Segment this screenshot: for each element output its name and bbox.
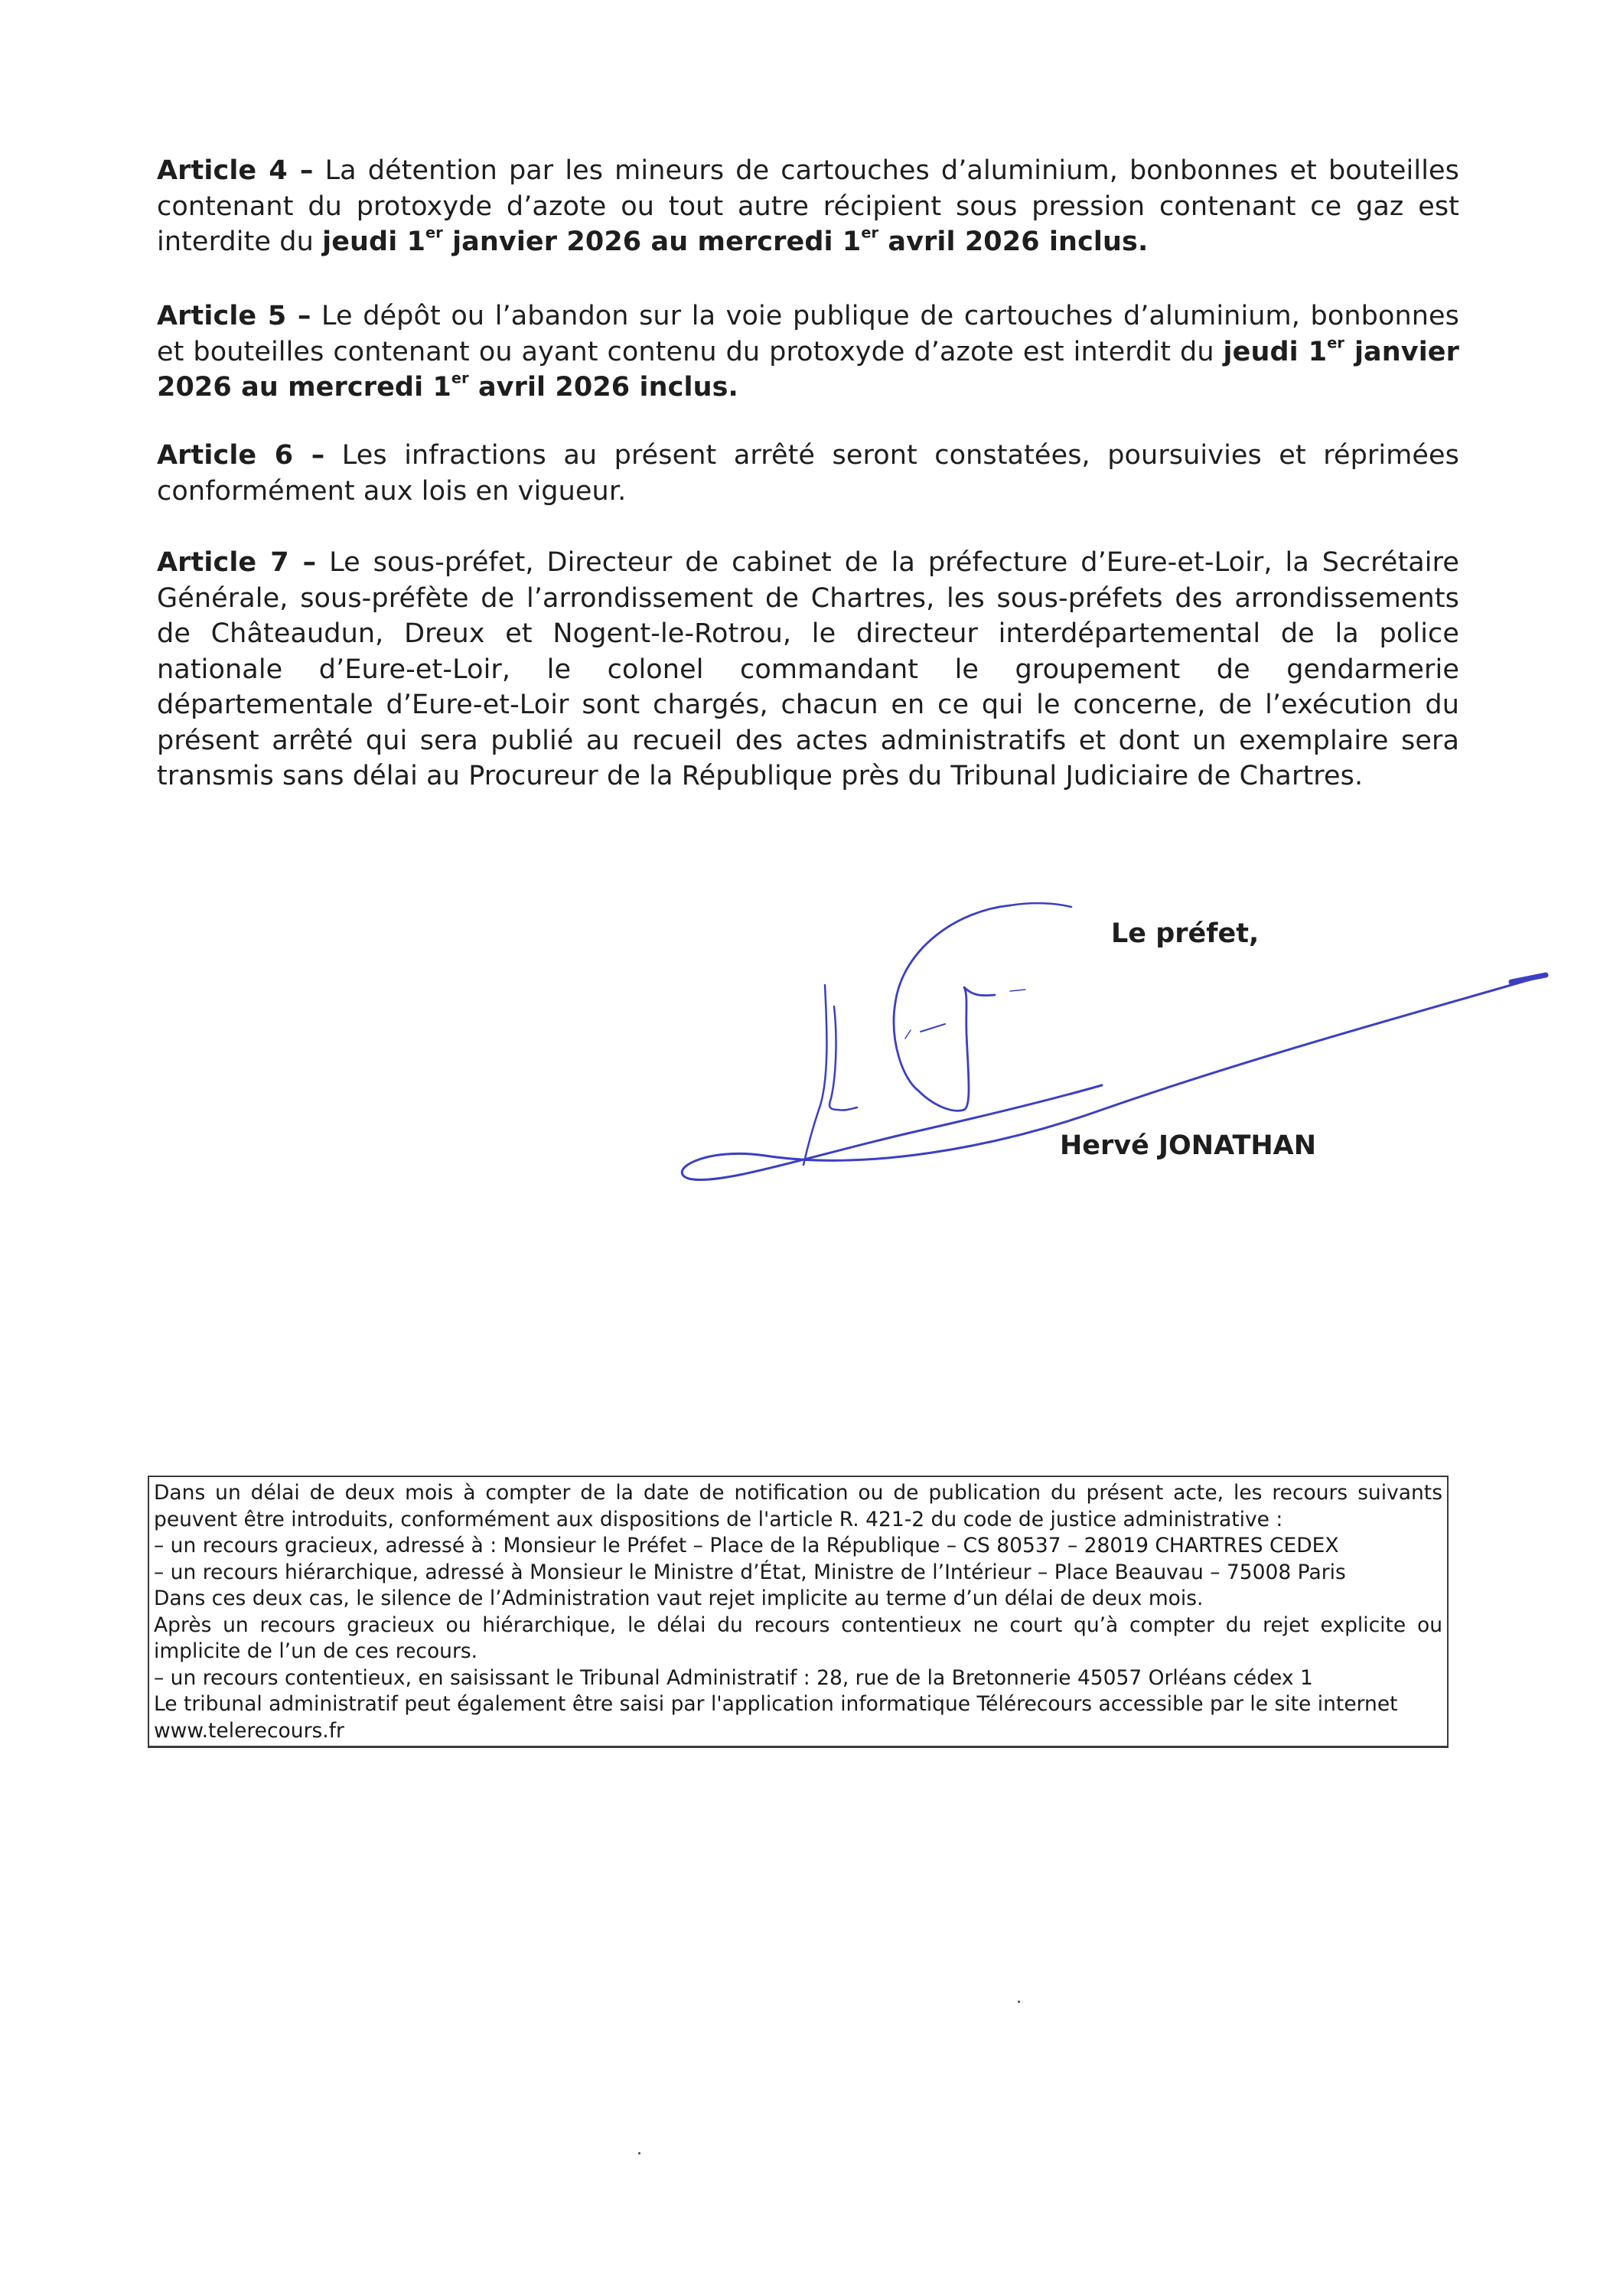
start-day: jeudi 1 bbox=[322, 227, 426, 257]
article-text: Le sous-préfet, Directeur de cabinet de la préfecture d’Eure-et-Loir, la Secrétaire Générale, sous-préfète de l’arrondissement de Chartres, les sous-préfets des arrondissements de Châteaudun, Dreux et Nogent-le-Rotrou, le directeur interdépartemental de la police nationale d’Eure-et-Loir, le colonel commandant le groupement de gendarmerie départementale d’Eure-et-Loir sont chargés, chacun en ce qui le concerne, de l’exécution du présent arrêté qui sera publié au recueil des actes administratifs et dont un exemplaire sera transmis sans délai au Procureur de la République près du Tribunal Judiciaire de Chartres. bbox=[157, 547, 1459, 791]
article-heading: Article 6 – bbox=[157, 440, 325, 471]
notice-line: Le tribunal administratif peut également être saisi par l'application informatique Télérecours accessible par le site internet bbox=[154, 1692, 1398, 1716]
scan-speck bbox=[1018, 2001, 1020, 2003]
signatory-name: Hervé JONATHAN bbox=[1060, 1130, 1317, 1161]
article-text: La détention par les mineurs de cartouches d’aluminium, bonbonnes et bouteilles contenant du protoxyde d’azote ou tout autre récipient sous pression contenant ce gaz est interdite du bbox=[157, 155, 1459, 257]
notice-line: Dans un délai de deux mois à compter de la date de notification ou de publication du présent acte, les recours suivants peuvent être introduits, conformément aux dispositions de l'article R. 421-2 du code de justice administrative : bbox=[154, 1481, 1442, 1531]
legal-recourse-notice bbox=[148, 1476, 1449, 1748]
notice-line: – un recours gracieux, adressé à : Monsieur le Préfet – Place de la République – CS 80537 – 28019 CHARTRES CEDEX bbox=[154, 1534, 1339, 1557]
article-heading: Article 4 – bbox=[157, 155, 314, 186]
article-heading: Article 5 – bbox=[157, 301, 311, 331]
article-5 bbox=[157, 298, 1459, 406]
notice-line: – un recours hiérarchique, adressé à Monsieur le Ministre d’État, Ministre de l’Intérieur – Place Beauvau – 75008 Paris bbox=[154, 1560, 1346, 1584]
end-date: avril 2026 inclus. bbox=[878, 227, 1149, 257]
end-date: avril 2026 inclus. bbox=[468, 372, 738, 403]
article-7 bbox=[157, 545, 1459, 794]
signatory-title: Le préfet, bbox=[1111, 918, 1260, 949]
notice-line: Après un recours gracieux ou hiérarchique, le délai du recours contentieux ne court qu’à compter du rejet explicite ou implicite de l’un de ces recours. bbox=[154, 1613, 1442, 1663]
start-day: jeudi 1 bbox=[1223, 336, 1328, 367]
article-text: Les infractions au présent arrêté seront constatées, poursuivies et réprimées conformément aux lois en vigueur. bbox=[157, 440, 1459, 507]
telerecours-link[interactable]: www.telerecours.fr bbox=[154, 1718, 344, 1743]
article-date-range bbox=[322, 223, 1149, 257]
article-heading: Article 7 – bbox=[157, 547, 317, 578]
article-text: Le dépôt ou l’abandon sur la voie publique de cartouches d’aluminium, bonbonnes et bouteilles contenant ou ayant contenu du protoxyde d’azote est interdit du bbox=[157, 301, 1459, 367]
ordinal-suffix: er bbox=[425, 223, 443, 242]
article-6 bbox=[157, 438, 1459, 509]
notice-line: Dans ces deux cas, le silence de l’Administration vaut rejet implicite au terme d’un délai de deux mois. bbox=[154, 1587, 1204, 1610]
date-range-middle: janvier 2026 au mercredi 1 bbox=[442, 227, 862, 257]
ordinal-suffix: er bbox=[1327, 334, 1344, 352]
article-4 bbox=[157, 153, 1459, 260]
notice-line: – un recours contentieux, en saisissant le Tribunal Administratif : 28, rue de la Bretonnerie 45057 Orléans cédex 1 bbox=[154, 1665, 1313, 1690]
date-range-middle: janvier 2026 au mercredi 1 bbox=[157, 336, 1459, 403]
scan-speck bbox=[638, 2152, 640, 2154]
ordinal-suffix: er bbox=[861, 223, 879, 242]
ordinal-suffix: er bbox=[451, 369, 469, 387]
